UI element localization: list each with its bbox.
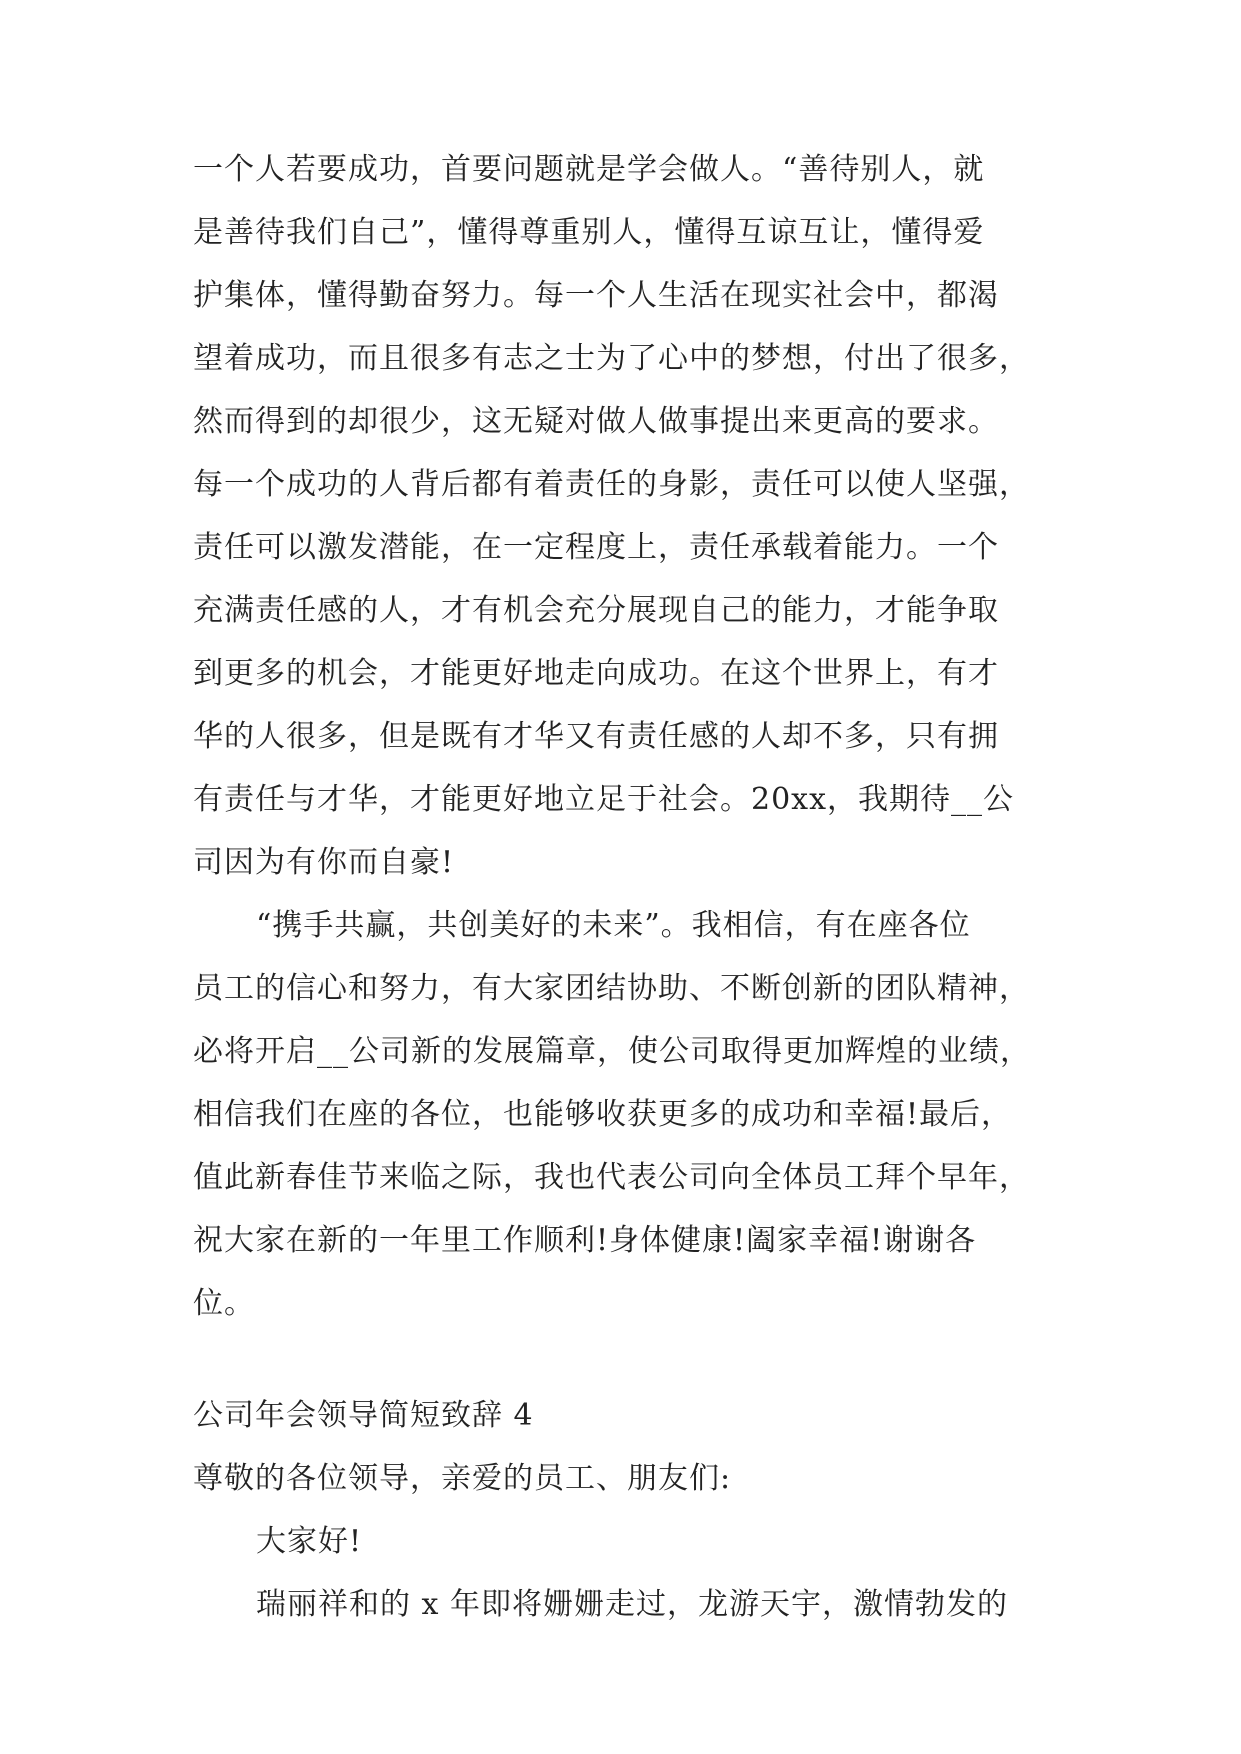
paragraph-line: 位。	[193, 1286, 255, 1321]
paragraph-line: 祝大家在新的一年里工作顺利!身体健康!阖家幸福!谢谢各	[193, 1223, 977, 1258]
paragraph-line: 瑞丽祥和的 x 年即将姗姗走过，龙游天宇，激情勃发的	[256, 1587, 1008, 1622]
paragraph-line: 必将开启__公司新的发展篇章，使公司取得更加辉煌的业绩，	[193, 1034, 1031, 1069]
paragraph-line: 护集体，懂得勤奋努力。每一个人生活在现实社会中，都渴	[193, 278, 999, 313]
paragraph-line: 然而得到的却很少，这无疑对做人做事提出来更高的要求。	[193, 404, 999, 439]
paragraph-line: 华的人很多，但是既有才华又有责任感的人却不多，只有拥	[193, 719, 999, 754]
paragraph-line: 望着成功，而且很多有志之士为了心中的梦想，付出了很多，	[193, 341, 1030, 376]
paragraph-line: 到更多的机会，才能更好地走向成功。在这个世界上，有才	[193, 656, 999, 691]
paragraph-line: 责任可以激发潜能，在一定程度上，责任承载着能力。一个	[193, 530, 999, 565]
paragraph-line: 充满责任感的人，才有机会充分展现自己的能力，才能争取	[193, 593, 999, 628]
salutation: 尊敬的各位领导，亲爱的员工、朋友们:	[193, 1461, 732, 1496]
section-title: 公司年会领导简短致辞 4	[193, 1398, 534, 1433]
paragraph-line: 司因为有你而自豪!	[193, 845, 455, 880]
paragraph-line: “携手共赢，共创美好的未来”。我相信，有在座各位	[256, 908, 971, 943]
greeting: 大家好!	[256, 1524, 363, 1559]
paragraph-line: 员工的信心和努力，有大家团结协助、不断创新的团队精神，	[193, 971, 1030, 1006]
paragraph-line: 有责任与才华，才能更好地立足于社会。20xx，我期待__公	[193, 782, 1015, 817]
paragraph-line: 是善待我们自己”，懂得尊重别人，懂得互谅互让，懂得爱	[193, 215, 985, 250]
paragraph-line: 值此新春佳节来临之际，我也代表公司向全体员工拜个早年，	[193, 1160, 1030, 1195]
paragraph-line: 相信我们在座的各位，也能够收获更多的成功和幸福!最后，	[193, 1097, 1013, 1132]
paragraph-line: 一个人若要成功，首要问题就是学会做人。“善待别人，就	[193, 152, 985, 187]
paragraph-line: 每一个成功的人背后都有着责任的身影，责任可以使人坚强，	[193, 467, 1030, 502]
